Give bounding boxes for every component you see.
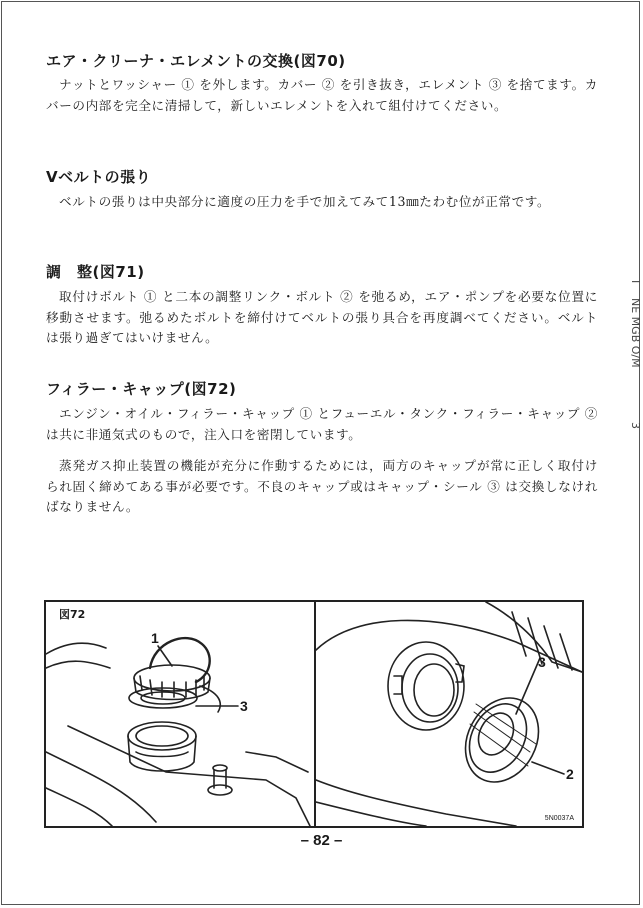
paragraph-filler-cap-2: 蒸発ガス抑止装置の機能が充分に作動するためには，両方のキャップが常に正しく取付けられ固く締めてある事が必要です。不良のキャップ或はキャップ・シール ③ は交換しなければなりません。: [46, 458, 598, 514]
side-mark-number: 3: [629, 422, 642, 429]
figure-72: [44, 600, 584, 828]
paragraph-adjustment: 取付けボルト ① と二本の調整リンク・ボルト ② を弛るめ，エア・ポンプを必要な位置に移動させます。弛るめたボルトを締付けてベルトの張り具合を再度調べてください。ベルトは張り過ぎてはいけません。: [46, 289, 598, 345]
callout-1: 1: [151, 630, 159, 646]
figure-label: 図72: [59, 608, 86, 621]
fuel-filler-cap-illustration: [316, 602, 582, 826]
paragraph-air-cleaner: ナットとワッシャー ① を外します。カバー ② を引き抜き，エレメント ③ を捨てます。カバーの内部を完全に清掃して，新しいエレメントを入れて組付けてください。: [46, 77, 598, 113]
callout-3-left: 3: [240, 698, 248, 714]
paragraph-filler-cap-1: エンジン・オイル・フィラー・キャップ ① とフューエル・タンク・フィラー・キャップ ② は共に非通気式のもので，注入口を密閉しています。: [46, 406, 598, 442]
section-title-air-cleaner: エア・クリーナ・エレメントの交換(図70): [46, 52, 346, 70]
callout-3-right: 3: [538, 654, 546, 670]
section-title-filler-cap: フィラー・キャップ(図72): [46, 380, 237, 398]
side-mark-top: I: [629, 280, 642, 284]
callout-2: 2: [566, 766, 574, 782]
page-number: – 82 –: [300, 832, 343, 849]
section-title-adjustment: 調 整(図71): [46, 263, 145, 281]
paragraph-v-belt: ベルトの張りは中央部分に適度の圧力を手で加えてみて13㎜たわむ位が正常です。: [59, 194, 551, 209]
figure-divider: [314, 602, 316, 826]
figure-code: 5N0037A: [544, 815, 574, 822]
oil-filler-cap-illustration: [46, 602, 314, 826]
section-title-v-belt: Vベルトの張り: [46, 168, 152, 186]
side-mark-title: NE MGB O/M: [629, 298, 642, 368]
